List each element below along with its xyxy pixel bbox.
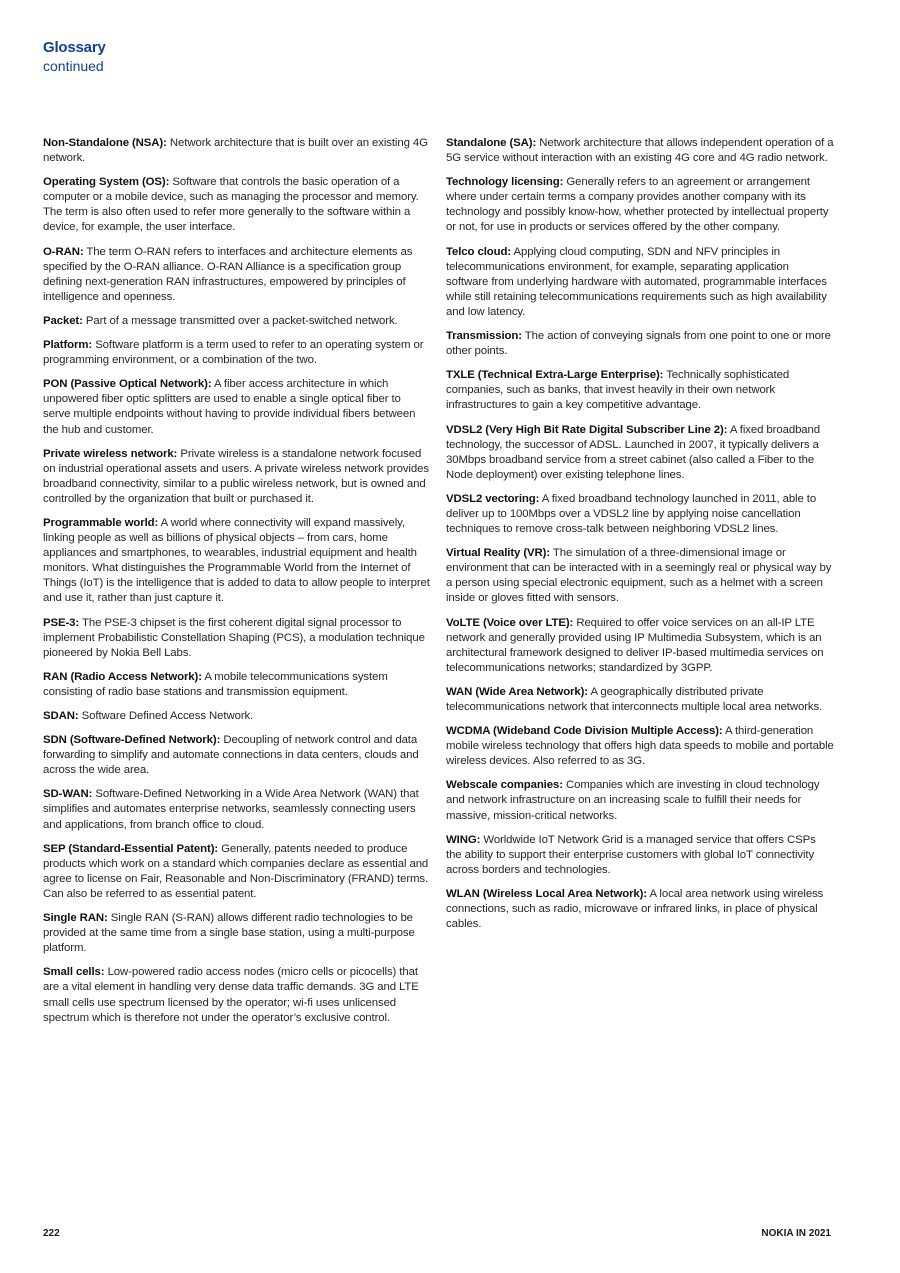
glossary-definition: Software Defined Access Network.: [81, 710, 254, 722]
glossary-entry: [446, 136, 834, 166]
glossary-entry: [43, 787, 431, 832]
glossary-entry: [43, 733, 431, 778]
glossary-definition: A third-generation mobile wireless technology that offers high data speeds to mobile and portable wireless devices. Also referred to as 3G.: [446, 725, 834, 768]
glossary-entry: [446, 492, 834, 537]
glossary-term: Platform:: [43, 339, 93, 352]
glossary-definition: Low-powered radio access nodes (micro cells or picocells) that are a vital element in handling very dense data traffic demands. 3G and LTE small cells use spectrum licensed by the operator; wi-fi uses unlicensed spectrum which is therefore not under the operator’s exclusive control.: [43, 966, 419, 1024]
glossary-entry: [446, 175, 834, 235]
section-subtitle: continued: [43, 58, 104, 74]
glossary-entry: [43, 911, 431, 956]
glossary-definition: Network architecture that allows independent operation of a 5G service without interaction with an existing 4G core and 4G radio network.: [446, 137, 834, 165]
glossary-entry: [446, 423, 834, 483]
glossary-definition: The action of conveying signals from one point to one or more other points.: [446, 330, 831, 358]
glossary-definition: Technically sophisticated companies, such as banks, that invest heavily in their own network infrastructures to gain a key competitive advantage.: [446, 369, 790, 412]
glossary-term: PSE-3:: [43, 616, 80, 629]
glossary-term: Single RAN:: [43, 912, 108, 925]
glossary-definition: Part of a message transmitted over a packet-switched network.: [85, 314, 398, 327]
glossary-definition: A geographically distributed private telecommunications network that interconnects multiple local area networks.: [446, 685, 823, 713]
glossary-definition: Applying cloud computing, SDN and NFV principles in telecommunications environment, for example, separating application software from underlying hardware with automated, programmable interfaces while still retaining telecommunications requirements such as high availability and low latency.: [446, 245, 827, 318]
glossary-term: Operating System (OS):: [43, 176, 170, 189]
glossary-term: Standalone (SA):: [446, 137, 537, 149]
glossary-definition: Generally, patents needed to produce products which work on a standard which companies declare as essential and agree to license on Fair, Reasonable and Non-Discriminatory (FRAND) terms. Can also be referred to as essential patent.: [43, 842, 429, 900]
glossary-term: Virtual Reality (VR):: [446, 547, 551, 560]
glossary-term: SDAN:: [43, 710, 79, 722]
glossary-entry: [43, 709, 431, 724]
glossary-definition: A mobile telecommunications system consisting of radio base stations and transmission equipment.: [43, 670, 388, 698]
glossary-entry: [446, 245, 834, 320]
glossary-entry: [446, 685, 834, 715]
glossary-entry: [43, 377, 431, 437]
glossary-definition: Decoupling of network control and data forwarding to simplify and automate connections in data centers, clouds and across the wide area.: [43, 734, 419, 777]
glossary-term: RAN (Radio Access Network):: [43, 670, 202, 683]
glossary-entry: [43, 516, 431, 607]
glossary-definition: Required to offer voice services on an all-IP LTE network and generally provided using IP Multimedia Subsystem, which is an architectural framework designed to deliver IP-based multimedia services on telecommunications networks; standardized by 3GPP.: [446, 616, 824, 674]
glossary-definition: Software that controls the basic operation of a computer or a mobile device, such as managing the processor and memory. The term is also often used to refer more generally to the software within a device, for example, the user interface.: [43, 176, 419, 234]
glossary-term: Non-Standalone (NSA):: [43, 137, 167, 149]
glossary-definition: A fixed broadband technology launched in 2011, able to deliver up to 100Mbps over a VDSL2 line by applying noise cancellation techniques to remove cross-talk between neighboring VDSL2 lines.: [446, 492, 817, 536]
glossary-definition: Companies which are investing in cloud technology and network infrastructure on an increasing scale to fulfill their needs for massive, mission-critical networks.: [446, 779, 820, 822]
glossary-term: SEP (Standard-Essential Patent):: [43, 842, 219, 855]
glossary-term: WLAN (Wireless Local Area Network):: [446, 887, 648, 900]
glossary-term: Small cells:: [43, 966, 105, 979]
glossary-definition: The simulation of a three-dimensional image or environment that can be interacted with in a seemingly real or physical way by a person using special electronic equipment, such as a helmet with a screen inside or gloves fitted with sensors.: [446, 547, 832, 605]
page-number: 222: [43, 1228, 60, 1239]
glossary-term: WAN (Wide Area Network):: [446, 685, 589, 698]
glossary-definition: The PSE-3 chipset is the first coherent digital signal processor to implement Probabilistic Constellation Shaping (PCS), a modulation technique pioneered by Nokia Bell Labs.: [43, 616, 425, 659]
glossary-entry: [43, 842, 431, 902]
glossary-term: Private wireless network:: [43, 447, 178, 460]
glossary-term: O-RAN:: [43, 245, 84, 258]
glossary-entry: [43, 175, 431, 235]
glossary-entry: [43, 965, 431, 1025]
glossary-definition: Worldwide IoT Network Grid is a managed service that offers CSPs the ability to support their enterprise customers with global IoT connectivity across borders and technologies.: [446, 833, 816, 876]
glossary-entry: [446, 546, 834, 606]
glossary-definition: Generally refers to an agreement or arrangement where under certain terms a company provides another company with its technology and possibly know-how, whether protected by intellectual property or not, for use in products or services offered by the other company.: [446, 176, 829, 234]
glossary-entry: [43, 338, 431, 368]
glossary-entry: [43, 670, 431, 700]
glossary-entry: [446, 616, 834, 676]
glossary-column-left: [43, 136, 431, 1035]
glossary-entry: [43, 616, 431, 661]
glossary-term: VDSL2 vectoring:: [446, 492, 540, 505]
glossary-definition: Single RAN (S-RAN) allows different radio technologies to be provided at the same time from a single base station, using a multi-purpose platform.: [43, 912, 415, 955]
glossary-term: Webscale companies:: [446, 779, 563, 792]
glossary-term: PON (Passive Optical Network):: [43, 378, 212, 391]
glossary-term: SD-WAN:: [43, 788, 93, 801]
glossary-definition: A local area network using wireless connections, such as radio, microwave or infrared links, in place of physical cables.: [446, 887, 824, 931]
glossary-definition: A world where connectivity will expand massively, linking people as well as billions of physical objects – from cars, home appliances and smartphones, to wearables, industrial equipment and health monitors. What distinguishes the Programmable World from the Internet of Things (IoT) is the intelligence that is added to data to allow people to interpret and use it, rather than just capture it.: [43, 516, 430, 605]
glossary-term: Transmission:: [446, 330, 522, 343]
glossary-entry: [43, 314, 431, 329]
glossary-entry: [446, 329, 834, 359]
glossary-entry: [43, 245, 431, 305]
glossary-term: Technology licensing:: [446, 176, 564, 189]
footer-brand: NOKIA IN 2021: [761, 1228, 831, 1239]
glossary-definition: A fiber access architecture in which unpowered fiber optic splitters are used to enable a single optical fiber to serve multiple endpoints without having to provide individual fibers between the hub and customer.: [43, 378, 416, 436]
page-header: [43, 39, 106, 75]
glossary-entry: [446, 778, 834, 823]
glossary-term: WCDMA (Wideband Code Division Multiple Access):: [446, 725, 723, 738]
glossary-term: Telco cloud:: [446, 245, 512, 258]
glossary-definition: A fixed broadband technology, the successor of ADSL. Launched in 2007, it typically delivers a 30Mbps broadband service from a street cabinet (also called a Fiber to the Node deployment) over existing telephone lines.: [446, 423, 821, 481]
glossary-definition: Software platform is a term used to refer to an operating system or programming environment, or a combination of the two.: [43, 339, 424, 367]
glossary-entry: [43, 136, 431, 166]
glossary-entry: [446, 368, 834, 413]
glossary-term: Programmable world:: [43, 516, 159, 529]
glossary-entry: [43, 447, 431, 507]
glossary-entry: [446, 887, 834, 932]
glossary-definition: Network architecture that is built over an existing 4G network.: [43, 137, 428, 165]
glossary-term: Packet:: [43, 314, 83, 327]
glossary-term: VoLTE (Voice over LTE):: [446, 616, 574, 629]
glossary-definition: Software-Defined Networking in a Wide Area Network (WAN) that simplifies and automates enterprise networks, seamlessly connecting users and applications, from branch office to cloud.: [43, 788, 419, 831]
glossary-term: SDN (Software-Defined Network):: [43, 734, 221, 747]
glossary-column-right: [446, 136, 834, 941]
glossary-term: TXLE (Technical Extra-Large Enterprise):: [446, 369, 664, 382]
glossary-entry: [446, 724, 834, 769]
glossary-definition: Private wireless is a standalone network focused on industrial operational assets and users. A private wireless network provides broadband connectivity, similar to a public wireless network, but is owned and controlled by the organization that built or purchased it.: [43, 447, 429, 505]
glossary-definition: The term O-RAN refers to interfaces and architecture elements as specified by the O-RAN alliance. O-RAN Alliance is a specification group defining next-generation RAN infrastructures, empowered by principles of intelligence and openness.: [43, 245, 413, 303]
section-title: Glossary: [43, 39, 106, 56]
glossary-term: WING:: [446, 833, 481, 846]
glossary-entry: [446, 833, 834, 878]
glossary-term: VDSL2 (Very High Bit Rate Digital Subscriber Line 2):: [446, 423, 728, 436]
